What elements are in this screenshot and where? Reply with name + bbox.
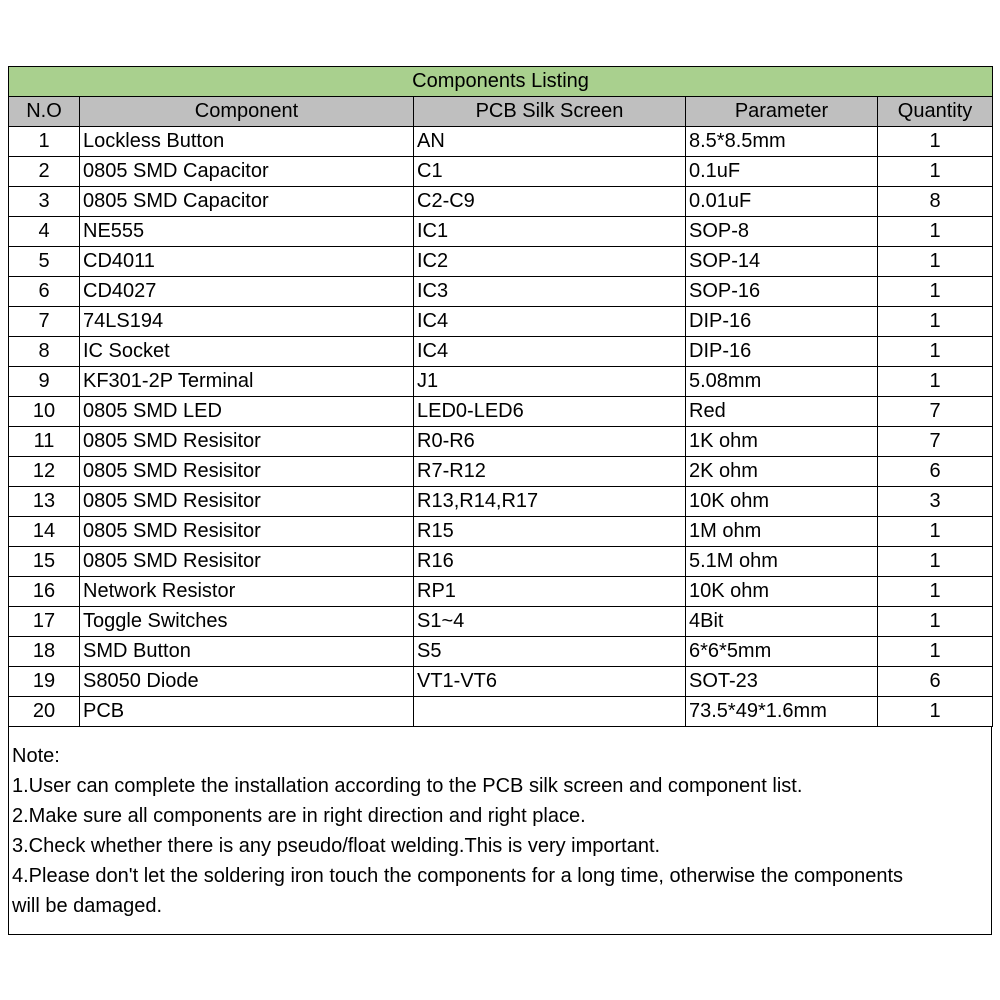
table-row (9, 427, 993, 457)
table-row (9, 337, 993, 367)
cell-quantity: 6 (878, 667, 993, 697)
cell-no: 17 (9, 607, 80, 637)
cell-parameter: DIP-16 (686, 337, 878, 367)
cell-silk-screen: J1 (414, 367, 686, 397)
cell-parameter: SOP-16 (686, 277, 878, 307)
cell-quantity: 1 (878, 547, 993, 577)
cell-no: 10 (9, 397, 80, 427)
cell-silk-screen: R16 (414, 547, 686, 577)
components-listing (8, 66, 992, 935)
table-row (9, 697, 993, 727)
table-row (9, 667, 993, 697)
cell-component: 0805 SMD Resisitor (80, 457, 414, 487)
cell-silk-screen (414, 697, 686, 727)
table-row (9, 457, 993, 487)
note-line: 2.Make sure all components are in right direction and right place. (12, 805, 586, 827)
cell-silk-screen: IC4 (414, 307, 686, 337)
cell-component: 0805 SMD Capacitor (80, 187, 414, 217)
cell-quantity: 1 (878, 367, 993, 397)
cell-parameter: 10K ohm (686, 487, 878, 517)
cell-silk-screen: IC2 (414, 247, 686, 277)
cell-parameter: 0.01uF (686, 187, 878, 217)
cell-parameter: 5.08mm (686, 367, 878, 397)
cell-no: 18 (9, 637, 80, 667)
header-parameter: Parameter (686, 97, 878, 127)
cell-component: PCB (80, 697, 414, 727)
header-no: N.O (9, 97, 80, 127)
cell-component: 0805 SMD Capacitor (80, 157, 414, 187)
cell-no: 11 (9, 427, 80, 457)
cell-silk-screen: IC3 (414, 277, 686, 307)
cell-component: KF301-2P Terminal (80, 367, 414, 397)
notes-heading: Note: (12, 745, 60, 767)
table-row (9, 157, 993, 187)
cell-component: NE555 (80, 217, 414, 247)
cell-silk-screen: C1 (414, 157, 686, 187)
table-row (9, 187, 993, 217)
cell-parameter: 6*6*5mm (686, 637, 878, 667)
cell-quantity: 1 (878, 577, 993, 607)
table-row (9, 577, 993, 607)
cell-parameter: 10K ohm (686, 577, 878, 607)
note-line: 3.Check whether there is any pseudo/float welding.This is very important. (12, 835, 661, 857)
cell-quantity: 1 (878, 517, 993, 547)
cell-silk-screen: LED0-LED6 (414, 397, 686, 427)
cell-parameter: Red (686, 397, 878, 427)
cell-parameter: SOP-8 (686, 217, 878, 247)
table-row (9, 307, 993, 337)
cell-silk-screen: VT1-VT6 (414, 667, 686, 697)
cell-parameter: 5.1M ohm (686, 547, 878, 577)
components-table (8, 66, 993, 727)
cell-quantity: 7 (878, 397, 993, 427)
cell-quantity: 1 (878, 637, 993, 667)
cell-parameter: SOT-23 (686, 667, 878, 697)
cell-component: 74LS194 (80, 307, 414, 337)
cell-silk-screen: S1~4 (414, 607, 686, 637)
cell-parameter: 73.5*49*1.6mm (686, 697, 878, 727)
cell-quantity: 1 (878, 127, 993, 157)
cell-component: Lockless Button (80, 127, 414, 157)
cell-silk-screen: R15 (414, 517, 686, 547)
cell-no: 14 (9, 517, 80, 547)
cell-quantity: 1 (878, 307, 993, 337)
table-row (9, 517, 993, 547)
cell-no: 19 (9, 667, 80, 697)
cell-no: 15 (9, 547, 80, 577)
table-row (9, 127, 993, 157)
cell-quantity: 7 (878, 427, 993, 457)
table-row (9, 637, 993, 667)
cell-silk-screen: AN (414, 127, 686, 157)
cell-component: 0805 SMD LED (80, 397, 414, 427)
cell-quantity: 1 (878, 697, 993, 727)
cell-quantity: 1 (878, 607, 993, 637)
table-row (9, 277, 993, 307)
cell-quantity: 1 (878, 217, 993, 247)
cell-no: 12 (9, 457, 80, 487)
cell-no: 8 (9, 337, 80, 367)
cell-parameter: 0.1uF (686, 157, 878, 187)
table-row (9, 487, 993, 517)
table-row (9, 397, 993, 427)
cell-silk-screen: R13,R14,R17 (414, 487, 686, 517)
cell-no: 20 (9, 697, 80, 727)
cell-no: 16 (9, 577, 80, 607)
cell-no: 4 (9, 217, 80, 247)
table-row (9, 247, 993, 277)
cell-component: Toggle Switches (80, 607, 414, 637)
cell-component: SMD Button (80, 637, 414, 667)
cell-silk-screen: R7-R12 (414, 457, 686, 487)
cell-component: IC Socket (80, 337, 414, 367)
cell-no: 9 (9, 367, 80, 397)
cell-no: 3 (9, 187, 80, 217)
cell-component: 0805 SMD Resisitor (80, 427, 414, 457)
cell-component: 0805 SMD Resisitor (80, 517, 414, 547)
cell-component: Network Resistor (80, 577, 414, 607)
cell-quantity: 1 (878, 337, 993, 367)
cell-no: 5 (9, 247, 80, 277)
cell-parameter: 2K ohm (686, 457, 878, 487)
cell-parameter: DIP-16 (686, 307, 878, 337)
cell-quantity: 1 (878, 247, 993, 277)
cell-no: 7 (9, 307, 80, 337)
cell-no: 2 (9, 157, 80, 187)
header-component: Component (80, 97, 414, 127)
cell-parameter: 8.5*8.5mm (686, 127, 878, 157)
cell-component: 0805 SMD Resisitor (80, 487, 414, 517)
header-quantity: Quantity (878, 97, 993, 127)
note-line: 4.Please don't let the soldering iron touch the components for a long time, otherwise the components will be damaged. (12, 865, 904, 917)
cell-quantity: 1 (878, 277, 993, 307)
table-row (9, 547, 993, 577)
cell-silk-screen: C2-C9 (414, 187, 686, 217)
cell-silk-screen: S5 (414, 637, 686, 667)
cell-quantity: 6 (878, 457, 993, 487)
cell-quantity: 3 (878, 487, 993, 517)
table-row (9, 607, 993, 637)
note-line: 1.User can complete the installation according to the PCB silk screen and component list. (12, 775, 803, 797)
cell-parameter: 1M ohm (686, 517, 878, 547)
cell-quantity: 8 (878, 187, 993, 217)
cell-parameter: 4Bit (686, 607, 878, 637)
notes-section (8, 727, 992, 935)
table-title: Components Listing (9, 67, 993, 97)
table-row (9, 367, 993, 397)
cell-component: S8050 Diode (80, 667, 414, 697)
cell-quantity: 1 (878, 157, 993, 187)
cell-silk-screen: IC4 (414, 337, 686, 367)
cell-parameter: 1K ohm (686, 427, 878, 457)
cell-silk-screen: IC1 (414, 217, 686, 247)
cell-no: 1 (9, 127, 80, 157)
cell-silk-screen: RP1 (414, 577, 686, 607)
cell-component: 0805 SMD Resisitor (80, 547, 414, 577)
table-row (9, 217, 993, 247)
cell-no: 6 (9, 277, 80, 307)
cell-silk-screen: R0-R6 (414, 427, 686, 457)
cell-component: CD4027 (80, 277, 414, 307)
cell-parameter: SOP-14 (686, 247, 878, 277)
cell-component: CD4011 (80, 247, 414, 277)
header-silk-screen: PCB Silk Screen (414, 97, 686, 127)
cell-no: 13 (9, 487, 80, 517)
